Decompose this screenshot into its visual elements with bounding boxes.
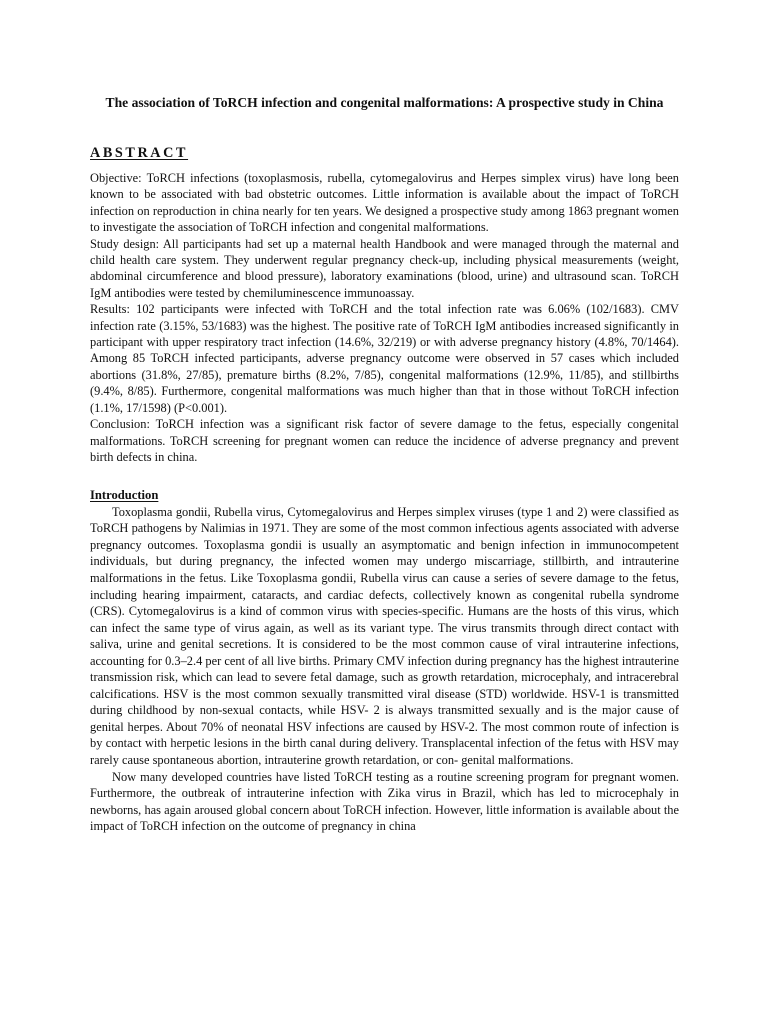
abstract-objective: Objective: ToRCH infections (toxoplasmosis, rubella, cytomegalovirus and Herpes simplex virus) have long been known to be associated with bad obstetric outcomes. Little information is available about the impact of ToRCH infection on reproduction in china nearly for ten years. We designed a prospective study among 1863 pregnant women to investigate the association of ToRCH infection and congenital malformations. <box>90 171 679 235</box>
abstract-study-design: Study design: All participants had set up a maternal health Handbook and were managed through the maternal and child health care system. They underwent regular pregnancy check-up, including physical measurements (weight, abdominal circumference and blood pressure), laboratory examinations (blood, urine) and ultrasound scan. ToRCH IgM antibodies were tested by chemiluminescence immunoassay. <box>90 236 679 300</box>
abstract-heading: ABSTRACT <box>90 145 189 161</box>
abstract-conclusion: Conclusion: ToRCH infection was a significant risk factor of severe damage to the fetus, especially congenital malformations. ToRCH screening for pregnant women can reduce the incidence of adverse pregnancy and prevent birth defects in china. <box>90 417 679 464</box>
paper-page <box>90 92 679 835</box>
introduction-heading: Introduction <box>90 488 159 503</box>
paper-title: The association of ToRCH infection and congenital malformations: A prospective study in China <box>105 95 664 110</box>
introduction-paragraph: Toxoplasma gondii, Rubella virus, Cytomegalovirus and Herpes simplex viruses (type 1 and 2) were classified as ToRCH pathogens by Nalimias in 1971. They are some of the most common infectious agents associated with adverse pregnancy outcomes. Toxoplasma gondii is usually an asymptomatic and benign infection in immunocompetent individuals, but during pregnancy, the infected women may undergo miscarriage, stillbirth, and intrauterine malformations in the fetus. Like Toxoplasma gondii, Rubella virus can cause a series of severe damage to the fetus, including hearing impairment, cataracts, and cardiac defects, collectively known as congenital rubella syndrome (CRS). Cytomegalovirus is a kind of common virus with species-specific. Humans are the hosts of this virus, which can infect the same type of virus again, as well as its variant type. The virus transmits through direct contact with saliva, urine and genital secretions. It is considered to be the most common cause of viral intrauterine infections, accounting for 0.3–2.4 per cent of all live births. Primary CMV infection during pregnancy has the highest intrauterine transmission risk, which can lead to severe fetal damage, such as growth retardation, microcephaly, and intracerebral calcifications. HSV is the most common sexually transmitted viral disease (STD) worldwide. HSV-1 is transmitted during childhood by non-sexual contacts, while HSV- 2 is always transmitted sexually and is the major cause of genital herpes. About 70% of neonatal HSV infections are caused by HSV-2. The most common route of infection is by contact with herpetic lesions in the birth canal during delivery. Transplacental infection of the fetus with HSV may rarely cause spontaneous abortion, intrauterine growth retardation, or con- genital malformations. <box>90 504 679 768</box>
abstract-results: Results: 102 participants were infected with ToRCH and the total infection rate was 6.06% (102/1683). CMV infection rate (3.15%, 53/1683) was the highest. The positive rate of ToRCH IgM antibodies increased significantly in participant with upper respiratory tract infection (14.6%, 32/219) or with adverse pregnancy history (4.8%, 70/1464). Among 85 ToRCH infected participants, adverse pregnancy outcome were observed in 57 cases which included abortions (31.8%, 27/85), premature births (8.2%, 7/85), congenital malformations (12.9%, 11/85), and stillbirths (9.4%, 8/85). Furthermore, congenital malformations was much higher than that in those without ToRCH infection (1.1%, 17/1598) (P<0.001). <box>90 302 679 415</box>
introduction-body <box>90 504 679 835</box>
introduction-paragraph: Now many developed countries have listed ToRCH testing as a routine screening program for pregnant women. Furthermore, the outbreak of intrauterine infection with Zika virus in Brazil, which has led to microcephaly in newborns, has again aroused global concern about ToRCH infection. However, little information is available about the impact of ToRCH infection on the outcome of pregnancy in china <box>90 769 679 834</box>
abstract-body <box>90 170 679 465</box>
